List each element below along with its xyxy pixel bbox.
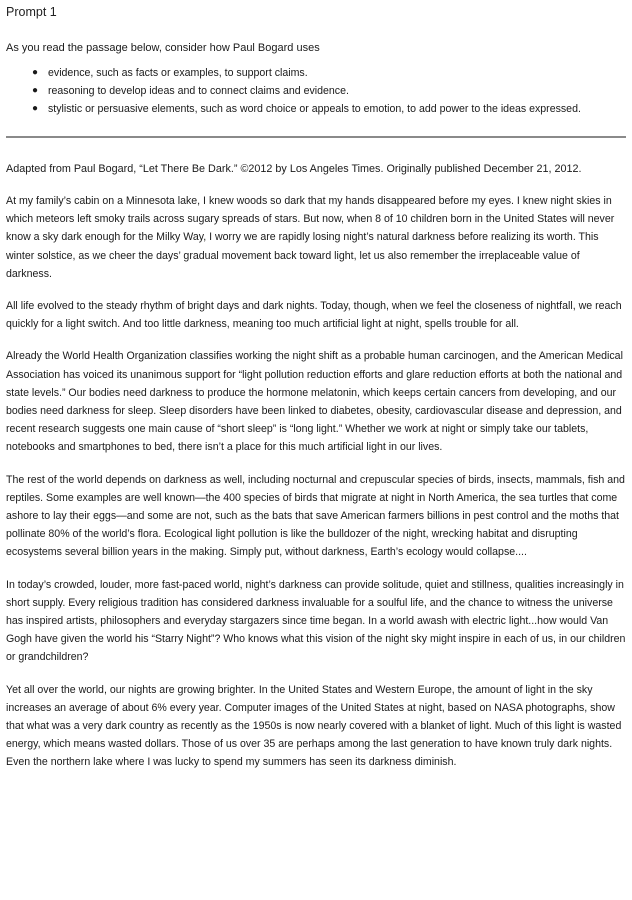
passage-paragraph-6: Yet all over the world, our nights are growing brighter. In the United States and Western Europe, the amount of light in the sky increases an average of about 6% every year. Computer images of the United States at night, based on NASA photographs, show that what was a very dark country as recently as the 1950s is now nearly covered with a blanket of light. Much of this light is wasted energy, which means wasted dollars. Those of us over 35 are perhaps among the last generation to have known truly dark nights. Even the northern lake where I was lucky to spend my summers has seen its darkness diminish. (6, 683, 622, 769)
bullet-dot-icon: ● (32, 85, 39, 96)
passage-source: Adapted from Paul Bogard, “Let There Be Dark.” ©2012 by Los Angeles Times. Originally published December 21, 2012. (6, 163, 582, 175)
prompt-title: Prompt 1 (6, 5, 57, 19)
prompt-bullet-list (6, 64, 626, 118)
bullet-dot-icon: ● (32, 103, 39, 114)
passage-paragraph-4: The rest of the world depends on darkness as well, including nocturnal and crepuscular species of birds, insects, mammals, fish and reptiles. Some examples are well known—the 400 species of birds that migrate at night in North America, the sea turtles that come ashore to lay their eggs—and some are not, such as the bats that save American farmers billions in pest control and the moths that pollinate 80% of the world’s flora. Ecological light pollution is like the bulldozer of the night, wrecking habitat and disrupting ecosystems several billion years in the making. Simply put, without darkness, Earth’s ecology would collapse.... (6, 473, 625, 559)
passage-paragraph-2: All life evolved to the steady rhythm of bright days and dark nights. Today, though, when we feel the closeness of nightfall, we reach quickly for a light switch. And too little darkness, meaning too much artificial light at night, spells trouble for all. (6, 300, 622, 331)
bullet-text: stylistic or persuasive elements, such as word choice or appeals to emotion, to add power to the ideas expressed. (48, 103, 581, 115)
prompt-intro: As you read the passage below, consider how Paul Bogard uses (6, 42, 320, 54)
bullet-text: reasoning to develop ideas and to connect claims and evidence. (48, 85, 349, 97)
bullet-text: evidence, such as facts or examples, to support claims. (48, 67, 308, 79)
bullet-stylistic (32, 100, 626, 118)
section-divider (6, 136, 626, 138)
passage-paragraph-5: In today’s crowded, louder, more fast-paced world, night’s darkness can provide solitude, quiet and stillness, qualities increasingly in short supply. Every religious tradition has considered darkness invaluable for a soulful life, and the chance to witness the universe has inspired artists, philosophers and everyday stargazers since time began. In a world awash with electric light...how would Van Gogh have given the world his “Starry Night”? Who knows what this vision of the night sky might inspire in each of us, in our children or grandchildren? (6, 578, 626, 664)
passage-paragraph-1: At my family’s cabin on a Minnesota lake, I knew woods so dark that my hands disappeared before my eyes. I knew night skies in which meteors left smoky trails across sugary spreads of stars. But now, when 8 of 10 children born in the United States will never know a sky dark enough for the Milky Way, I worry we are rapidly losing night’s natural darkness before realizing its worth. This winter solstice, as we cheer the days’ gradual movement back toward light, let us also remember the irreplaceable value of darkness. (6, 195, 615, 280)
passage-paragraph-3: Already the World Health Organization classifies working the night shift as a probable human carcinogen, and the American Medical Association has voiced its unanimous support for “light pollution reduction efforts and glare reduction efforts at both the national and state levels.” Our bodies need darkness to produce the hormone melatonin, which keeps certain cancers from developing, and our bodies need darkness for sleep. Sleep disorders have been linked to diabetes, obesity, cardiovascular disease and depression, and recent research suggests one main cause of “short sleep” is “long light.” Whether we work at night or simply take our tablets, notebooks and smartphones to bed, there isn’t a place for this much artificial light in our lives. (6, 350, 623, 454)
bullet-dot-icon: ● (32, 67, 39, 78)
bullet-reasoning (32, 82, 626, 100)
bullet-evidence (32, 64, 626, 82)
